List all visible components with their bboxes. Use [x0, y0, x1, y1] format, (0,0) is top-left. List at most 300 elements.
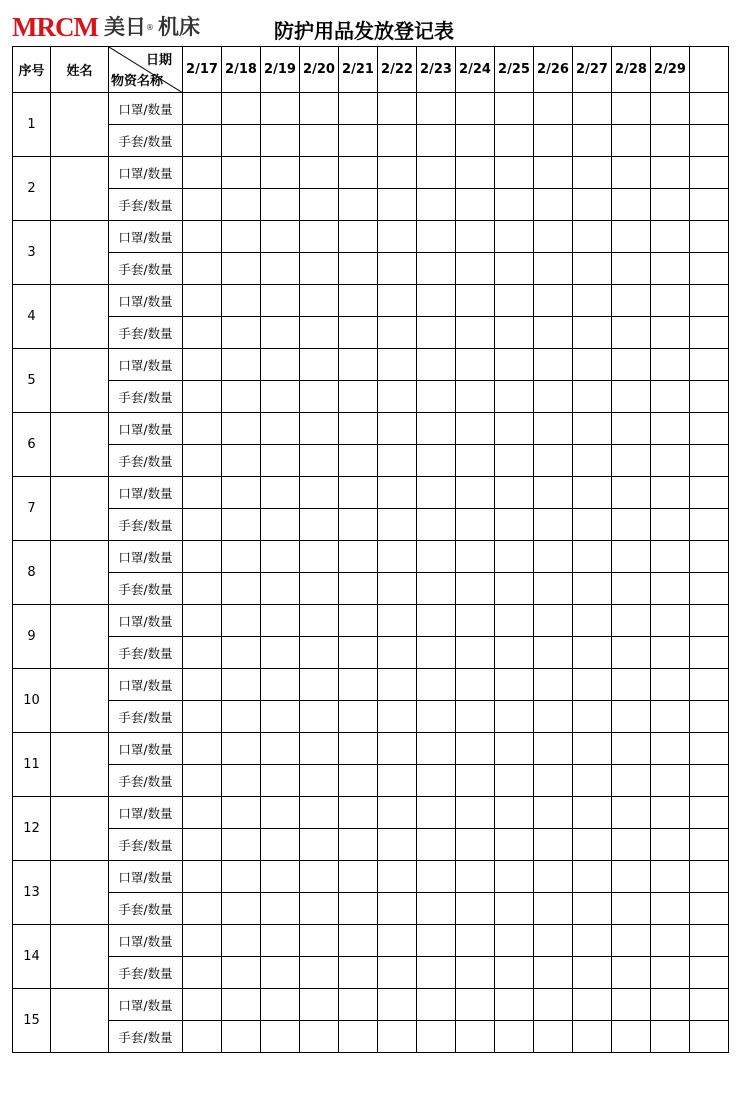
- quantity-cell[interactable]: [339, 957, 378, 989]
- quantity-cell[interactable]: [651, 349, 690, 381]
- quantity-cell[interactable]: [612, 285, 651, 317]
- quantity-cell[interactable]: [261, 1021, 300, 1053]
- quantity-cell[interactable]: [261, 765, 300, 797]
- quantity-cell[interactable]: [456, 1021, 495, 1053]
- quantity-cell[interactable]: [612, 957, 651, 989]
- quantity-cell[interactable]: [456, 957, 495, 989]
- quantity-cell[interactable]: [183, 445, 222, 477]
- quantity-cell[interactable]: [495, 573, 534, 605]
- quantity-cell[interactable]: [300, 349, 339, 381]
- quantity-cell[interactable]: [534, 157, 573, 189]
- quantity-cell[interactable]: [534, 733, 573, 765]
- quantity-cell[interactable]: [573, 957, 612, 989]
- name-cell[interactable]: [51, 925, 109, 989]
- quantity-cell[interactable]: [378, 605, 417, 637]
- quantity-cell[interactable]: [339, 925, 378, 957]
- quantity-cell[interactable]: [690, 157, 729, 189]
- quantity-cell[interactable]: [573, 637, 612, 669]
- quantity-cell[interactable]: [495, 925, 534, 957]
- quantity-cell[interactable]: [300, 381, 339, 413]
- quantity-cell[interactable]: [456, 637, 495, 669]
- quantity-cell[interactable]: [417, 669, 456, 701]
- quantity-cell[interactable]: [651, 893, 690, 925]
- quantity-cell[interactable]: [495, 829, 534, 861]
- name-cell[interactable]: [51, 93, 109, 157]
- quantity-cell[interactable]: [261, 477, 300, 509]
- quantity-cell[interactable]: [612, 349, 651, 381]
- quantity-cell[interactable]: [456, 253, 495, 285]
- quantity-cell[interactable]: [456, 317, 495, 349]
- quantity-cell[interactable]: [183, 317, 222, 349]
- quantity-cell[interactable]: [300, 189, 339, 221]
- quantity-cell[interactable]: [534, 797, 573, 829]
- quantity-cell[interactable]: [573, 93, 612, 125]
- quantity-cell[interactable]: [222, 605, 261, 637]
- quantity-cell[interactable]: [417, 317, 456, 349]
- quantity-cell[interactable]: [690, 989, 729, 1021]
- quantity-cell[interactable]: [222, 861, 261, 893]
- quantity-cell[interactable]: [417, 573, 456, 605]
- quantity-cell[interactable]: [651, 573, 690, 605]
- quantity-cell[interactable]: [300, 797, 339, 829]
- quantity-cell[interactable]: [456, 125, 495, 157]
- quantity-cell[interactable]: [300, 829, 339, 861]
- quantity-cell[interactable]: [183, 413, 222, 445]
- quantity-cell[interactable]: [612, 605, 651, 637]
- quantity-cell[interactable]: [534, 509, 573, 541]
- quantity-cell[interactable]: [378, 445, 417, 477]
- quantity-cell[interactable]: [651, 253, 690, 285]
- name-cell[interactable]: [51, 413, 109, 477]
- quantity-cell[interactable]: [339, 669, 378, 701]
- quantity-cell[interactable]: [612, 701, 651, 733]
- quantity-cell[interactable]: [378, 1021, 417, 1053]
- quantity-cell[interactable]: [534, 989, 573, 1021]
- quantity-cell[interactable]: [339, 733, 378, 765]
- quantity-cell[interactable]: [534, 701, 573, 733]
- quantity-cell[interactable]: [651, 93, 690, 125]
- quantity-cell[interactable]: [495, 285, 534, 317]
- quantity-cell[interactable]: [456, 413, 495, 445]
- quantity-cell[interactable]: [300, 541, 339, 573]
- quantity-cell[interactable]: [534, 285, 573, 317]
- quantity-cell[interactable]: [339, 413, 378, 445]
- quantity-cell[interactable]: [573, 701, 612, 733]
- quantity-cell[interactable]: [612, 445, 651, 477]
- quantity-cell[interactable]: [573, 541, 612, 573]
- quantity-cell[interactable]: [300, 605, 339, 637]
- quantity-cell[interactable]: [222, 221, 261, 253]
- quantity-cell[interactable]: [183, 989, 222, 1021]
- quantity-cell[interactable]: [378, 957, 417, 989]
- quantity-cell[interactable]: [222, 285, 261, 317]
- quantity-cell[interactable]: [534, 573, 573, 605]
- quantity-cell[interactable]: [261, 797, 300, 829]
- quantity-cell[interactable]: [690, 573, 729, 605]
- quantity-cell[interactable]: [651, 157, 690, 189]
- quantity-cell[interactable]: [222, 541, 261, 573]
- name-cell[interactable]: [51, 157, 109, 221]
- quantity-cell[interactable]: [612, 253, 651, 285]
- quantity-cell[interactable]: [651, 445, 690, 477]
- quantity-cell[interactable]: [378, 797, 417, 829]
- quantity-cell[interactable]: [690, 221, 729, 253]
- quantity-cell[interactable]: [690, 253, 729, 285]
- quantity-cell[interactable]: [417, 509, 456, 541]
- quantity-cell[interactable]: [261, 445, 300, 477]
- quantity-cell[interactable]: [495, 477, 534, 509]
- quantity-cell[interactable]: [378, 989, 417, 1021]
- quantity-cell[interactable]: [651, 125, 690, 157]
- quantity-cell[interactable]: [573, 733, 612, 765]
- quantity-cell[interactable]: [417, 797, 456, 829]
- quantity-cell[interactable]: [612, 381, 651, 413]
- quantity-cell[interactable]: [300, 413, 339, 445]
- quantity-cell[interactable]: [534, 957, 573, 989]
- quantity-cell[interactable]: [573, 573, 612, 605]
- quantity-cell[interactable]: [456, 445, 495, 477]
- quantity-cell[interactable]: [495, 957, 534, 989]
- quantity-cell[interactable]: [495, 157, 534, 189]
- quantity-cell[interactable]: [261, 701, 300, 733]
- quantity-cell[interactable]: [222, 925, 261, 957]
- quantity-cell[interactable]: [612, 93, 651, 125]
- quantity-cell[interactable]: [651, 861, 690, 893]
- quantity-cell[interactable]: [612, 733, 651, 765]
- quantity-cell[interactable]: [261, 605, 300, 637]
- quantity-cell[interactable]: [573, 989, 612, 1021]
- quantity-cell[interactable]: [612, 157, 651, 189]
- quantity-cell[interactable]: [222, 413, 261, 445]
- quantity-cell[interactable]: [534, 221, 573, 253]
- quantity-cell[interactable]: [690, 189, 729, 221]
- quantity-cell[interactable]: [495, 605, 534, 637]
- quantity-cell[interactable]: [300, 317, 339, 349]
- quantity-cell[interactable]: [339, 253, 378, 285]
- quantity-cell[interactable]: [690, 701, 729, 733]
- quantity-cell[interactable]: [651, 509, 690, 541]
- quantity-cell[interactable]: [183, 573, 222, 605]
- quantity-cell[interactable]: [378, 157, 417, 189]
- quantity-cell[interactable]: [222, 189, 261, 221]
- quantity-cell[interactable]: [300, 893, 339, 925]
- quantity-cell[interactable]: [417, 413, 456, 445]
- quantity-cell[interactable]: [690, 861, 729, 893]
- quantity-cell[interactable]: [378, 317, 417, 349]
- quantity-cell[interactable]: [534, 829, 573, 861]
- quantity-cell[interactable]: [417, 605, 456, 637]
- quantity-cell[interactable]: [261, 221, 300, 253]
- quantity-cell[interactable]: [573, 253, 612, 285]
- quantity-cell[interactable]: [222, 893, 261, 925]
- quantity-cell[interactable]: [690, 925, 729, 957]
- quantity-cell[interactable]: [573, 317, 612, 349]
- quantity-cell[interactable]: [222, 157, 261, 189]
- quantity-cell[interactable]: [573, 445, 612, 477]
- quantity-cell[interactable]: [417, 989, 456, 1021]
- quantity-cell[interactable]: [651, 221, 690, 253]
- quantity-cell[interactable]: [300, 253, 339, 285]
- quantity-cell[interactable]: [495, 701, 534, 733]
- quantity-cell[interactable]: [690, 93, 729, 125]
- quantity-cell[interactable]: [261, 989, 300, 1021]
- quantity-cell[interactable]: [690, 829, 729, 861]
- quantity-cell[interactable]: [573, 765, 612, 797]
- quantity-cell[interactable]: [573, 157, 612, 189]
- quantity-cell[interactable]: [222, 349, 261, 381]
- quantity-cell[interactable]: [495, 1021, 534, 1053]
- quantity-cell[interactable]: [378, 221, 417, 253]
- quantity-cell[interactable]: [456, 669, 495, 701]
- quantity-cell[interactable]: [417, 637, 456, 669]
- quantity-cell[interactable]: [417, 285, 456, 317]
- quantity-cell[interactable]: [300, 765, 339, 797]
- quantity-cell[interactable]: [651, 285, 690, 317]
- quantity-cell[interactable]: [690, 509, 729, 541]
- quantity-cell[interactable]: [456, 573, 495, 605]
- quantity-cell[interactable]: [534, 541, 573, 573]
- quantity-cell[interactable]: [573, 893, 612, 925]
- quantity-cell[interactable]: [339, 1021, 378, 1053]
- quantity-cell[interactable]: [300, 733, 339, 765]
- quantity-cell[interactable]: [339, 317, 378, 349]
- quantity-cell[interactable]: [183, 157, 222, 189]
- quantity-cell[interactable]: [222, 381, 261, 413]
- quantity-cell[interactable]: [612, 1021, 651, 1053]
- quantity-cell[interactable]: [339, 189, 378, 221]
- quantity-cell[interactable]: [495, 669, 534, 701]
- quantity-cell[interactable]: [222, 253, 261, 285]
- quantity-cell[interactable]: [339, 285, 378, 317]
- quantity-cell[interactable]: [417, 733, 456, 765]
- quantity-cell[interactable]: [378, 733, 417, 765]
- quantity-cell[interactable]: [417, 93, 456, 125]
- quantity-cell[interactable]: [261, 285, 300, 317]
- quantity-cell[interactable]: [417, 893, 456, 925]
- quantity-cell[interactable]: [222, 477, 261, 509]
- quantity-cell[interactable]: [378, 637, 417, 669]
- quantity-cell[interactable]: [651, 797, 690, 829]
- quantity-cell[interactable]: [339, 829, 378, 861]
- quantity-cell[interactable]: [612, 125, 651, 157]
- quantity-cell[interactable]: [222, 669, 261, 701]
- quantity-cell[interactable]: [456, 765, 495, 797]
- quantity-cell[interactable]: [417, 221, 456, 253]
- quantity-cell[interactable]: [690, 317, 729, 349]
- quantity-cell[interactable]: [300, 221, 339, 253]
- quantity-cell[interactable]: [456, 829, 495, 861]
- quantity-cell[interactable]: [339, 605, 378, 637]
- quantity-cell[interactable]: [534, 189, 573, 221]
- quantity-cell[interactable]: [261, 669, 300, 701]
- quantity-cell[interactable]: [495, 733, 534, 765]
- quantity-cell[interactable]: [612, 413, 651, 445]
- quantity-cell[interactable]: [183, 221, 222, 253]
- quantity-cell[interactable]: [651, 1021, 690, 1053]
- quantity-cell[interactable]: [300, 861, 339, 893]
- quantity-cell[interactable]: [651, 413, 690, 445]
- quantity-cell[interactable]: [417, 701, 456, 733]
- quantity-cell[interactable]: [534, 477, 573, 509]
- quantity-cell[interactable]: [456, 477, 495, 509]
- quantity-cell[interactable]: [339, 893, 378, 925]
- quantity-cell[interactable]: [651, 829, 690, 861]
- quantity-cell[interactable]: [612, 861, 651, 893]
- name-cell[interactable]: [51, 989, 109, 1053]
- quantity-cell[interactable]: [417, 381, 456, 413]
- quantity-cell[interactable]: [456, 861, 495, 893]
- quantity-cell[interactable]: [651, 925, 690, 957]
- name-cell[interactable]: [51, 861, 109, 925]
- quantity-cell[interactable]: [339, 541, 378, 573]
- quantity-cell[interactable]: [222, 637, 261, 669]
- quantity-cell[interactable]: [261, 381, 300, 413]
- quantity-cell[interactable]: [183, 285, 222, 317]
- quantity-cell[interactable]: [261, 573, 300, 605]
- quantity-cell[interactable]: [690, 893, 729, 925]
- quantity-cell[interactable]: [378, 541, 417, 573]
- quantity-cell[interactable]: [456, 797, 495, 829]
- quantity-cell[interactable]: [573, 829, 612, 861]
- quantity-cell[interactable]: [417, 957, 456, 989]
- quantity-cell[interactable]: [573, 189, 612, 221]
- quantity-cell[interactable]: [495, 317, 534, 349]
- quantity-cell[interactable]: [495, 637, 534, 669]
- quantity-cell[interactable]: [651, 733, 690, 765]
- quantity-cell[interactable]: [339, 509, 378, 541]
- quantity-cell[interactable]: [183, 253, 222, 285]
- quantity-cell[interactable]: [417, 349, 456, 381]
- quantity-cell[interactable]: [573, 669, 612, 701]
- quantity-cell[interactable]: [222, 829, 261, 861]
- quantity-cell[interactable]: [612, 221, 651, 253]
- quantity-cell[interactable]: [456, 893, 495, 925]
- quantity-cell[interactable]: [573, 477, 612, 509]
- quantity-cell[interactable]: [612, 317, 651, 349]
- quantity-cell[interactable]: [612, 893, 651, 925]
- quantity-cell[interactable]: [417, 189, 456, 221]
- quantity-cell[interactable]: [261, 317, 300, 349]
- quantity-cell[interactable]: [222, 797, 261, 829]
- quantity-cell[interactable]: [573, 349, 612, 381]
- quantity-cell[interactable]: [183, 957, 222, 989]
- quantity-cell[interactable]: [183, 765, 222, 797]
- quantity-cell[interactable]: [495, 861, 534, 893]
- quantity-cell[interactable]: [456, 221, 495, 253]
- quantity-cell[interactable]: [183, 637, 222, 669]
- quantity-cell[interactable]: [534, 861, 573, 893]
- quantity-cell[interactable]: [456, 541, 495, 573]
- quantity-cell[interactable]: [495, 221, 534, 253]
- quantity-cell[interactable]: [183, 189, 222, 221]
- quantity-cell[interactable]: [378, 669, 417, 701]
- quantity-cell[interactable]: [651, 669, 690, 701]
- quantity-cell[interactable]: [378, 189, 417, 221]
- quantity-cell[interactable]: [456, 349, 495, 381]
- quantity-cell[interactable]: [690, 797, 729, 829]
- quantity-cell[interactable]: [534, 893, 573, 925]
- quantity-cell[interactable]: [222, 509, 261, 541]
- quantity-cell[interactable]: [417, 541, 456, 573]
- quantity-cell[interactable]: [261, 861, 300, 893]
- quantity-cell[interactable]: [456, 157, 495, 189]
- quantity-cell[interactable]: [300, 285, 339, 317]
- quantity-cell[interactable]: [417, 861, 456, 893]
- quantity-cell[interactable]: [378, 381, 417, 413]
- quantity-cell[interactable]: [339, 701, 378, 733]
- quantity-cell[interactable]: [339, 637, 378, 669]
- quantity-cell[interactable]: [495, 381, 534, 413]
- quantity-cell[interactable]: [456, 189, 495, 221]
- quantity-cell[interactable]: [495, 541, 534, 573]
- quantity-cell[interactable]: [612, 669, 651, 701]
- quantity-cell[interactable]: [534, 765, 573, 797]
- quantity-cell[interactable]: [222, 733, 261, 765]
- quantity-cell[interactable]: [612, 925, 651, 957]
- quantity-cell[interactable]: [183, 349, 222, 381]
- quantity-cell[interactable]: [534, 605, 573, 637]
- quantity-cell[interactable]: [612, 637, 651, 669]
- quantity-cell[interactable]: [612, 829, 651, 861]
- quantity-cell[interactable]: [612, 797, 651, 829]
- quantity-cell[interactable]: [690, 637, 729, 669]
- name-cell[interactable]: [51, 477, 109, 541]
- quantity-cell[interactable]: [378, 573, 417, 605]
- quantity-cell[interactable]: [573, 1021, 612, 1053]
- quantity-cell[interactable]: [378, 701, 417, 733]
- name-cell[interactable]: [51, 733, 109, 797]
- name-cell[interactable]: [51, 605, 109, 669]
- quantity-cell[interactable]: [456, 381, 495, 413]
- quantity-cell[interactable]: [183, 381, 222, 413]
- quantity-cell[interactable]: [222, 573, 261, 605]
- quantity-cell[interactable]: [495, 93, 534, 125]
- quantity-cell[interactable]: [183, 893, 222, 925]
- quantity-cell[interactable]: [339, 125, 378, 157]
- quantity-cell[interactable]: [456, 925, 495, 957]
- quantity-cell[interactable]: [612, 989, 651, 1021]
- quantity-cell[interactable]: [456, 605, 495, 637]
- quantity-cell[interactable]: [651, 701, 690, 733]
- quantity-cell[interactable]: [534, 413, 573, 445]
- quantity-cell[interactable]: [456, 701, 495, 733]
- quantity-cell[interactable]: [612, 477, 651, 509]
- quantity-cell[interactable]: [651, 637, 690, 669]
- quantity-cell[interactable]: [534, 93, 573, 125]
- quantity-cell[interactable]: [378, 925, 417, 957]
- quantity-cell[interactable]: [612, 573, 651, 605]
- quantity-cell[interactable]: [300, 93, 339, 125]
- quantity-cell[interactable]: [690, 477, 729, 509]
- quantity-cell[interactable]: [690, 765, 729, 797]
- quantity-cell[interactable]: [183, 93, 222, 125]
- quantity-cell[interactable]: [690, 605, 729, 637]
- quantity-cell[interactable]: [690, 445, 729, 477]
- quantity-cell[interactable]: [456, 509, 495, 541]
- quantity-cell[interactable]: [573, 221, 612, 253]
- quantity-cell[interactable]: [573, 861, 612, 893]
- quantity-cell[interactable]: [495, 349, 534, 381]
- quantity-cell[interactable]: [183, 797, 222, 829]
- quantity-cell[interactable]: [651, 605, 690, 637]
- quantity-cell[interactable]: [183, 829, 222, 861]
- quantity-cell[interactable]: [261, 349, 300, 381]
- name-cell[interactable]: [51, 221, 109, 285]
- quantity-cell[interactable]: [495, 125, 534, 157]
- quantity-cell[interactable]: [690, 381, 729, 413]
- quantity-cell[interactable]: [261, 925, 300, 957]
- quantity-cell[interactable]: [222, 1021, 261, 1053]
